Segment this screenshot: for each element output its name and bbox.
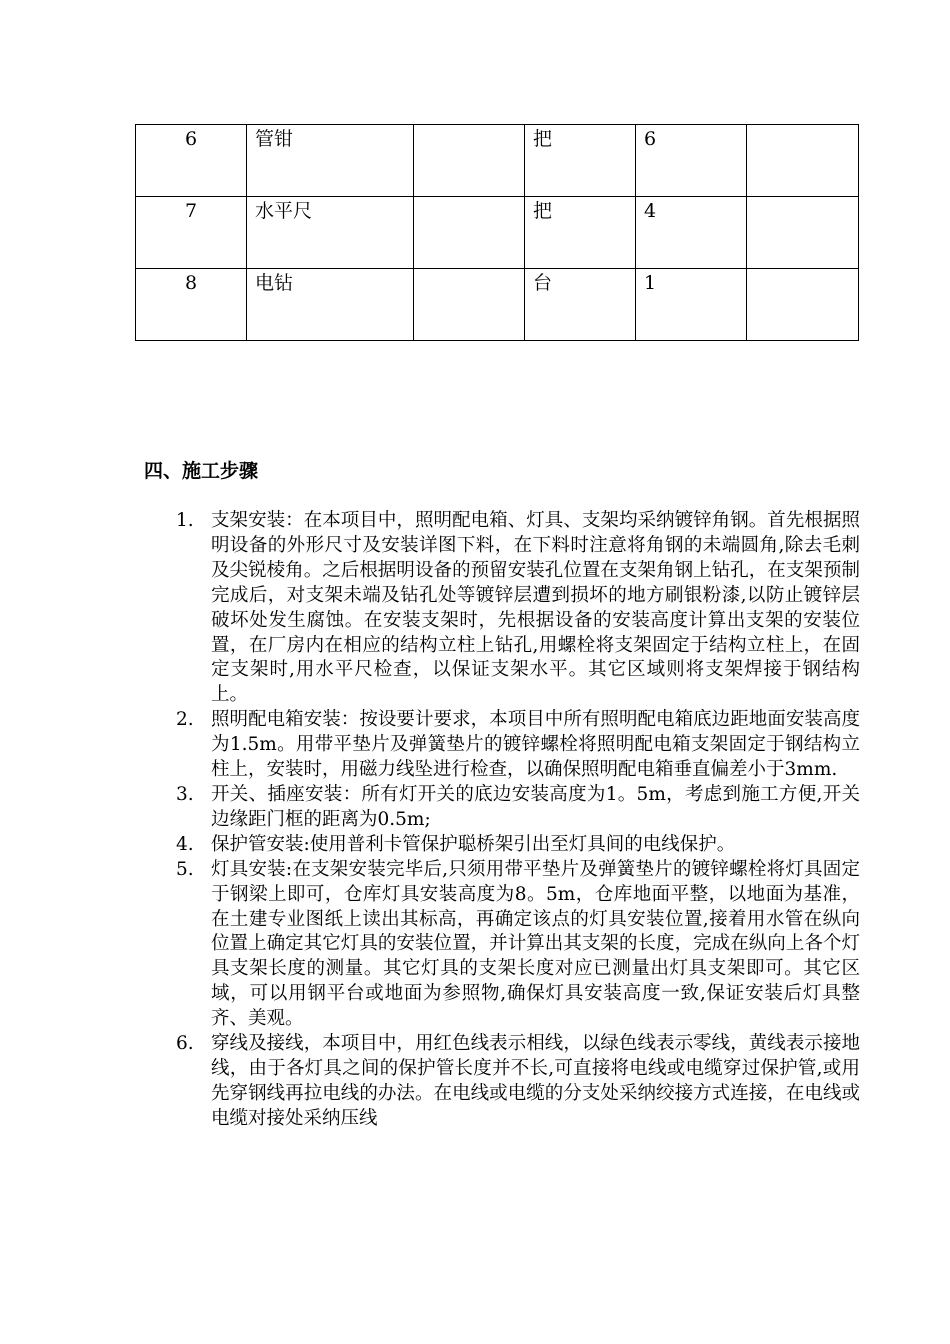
step-text: 支架安装：在本项目中，照明配电箱、灯具、支架均采纳镀锌角钢。首先根据照明设备的外形尺寸及安装详图下料，在下料时注意将角钢的未端圆角,除去毛刺及尖锐棱角。之后根据明设备的预留安装孔位置在支架角钢上钻孔，在支架预制完成后，对支架未端及钻孔处等镀锌层遭到损坏的地方刷银粉漆,以防止镀锌层破坏处发生腐蚀。在安装支架时，先根据设备的安装高度计算出支架的安装位置，在厂房内在相应的结构立柱上钻孔,用螺栓将支架固定于结构立柱上，在固定支架时,用水平尺检查，以保证支架水平。其它区域则将支架焊接于钢结构上。 <box>211 510 860 706</box>
list-item <box>176 708 860 783</box>
table-row <box>136 269 859 341</box>
step-number: 2. <box>176 709 194 731</box>
table-row <box>136 197 859 269</box>
cell-no: 7 <box>136 197 247 269</box>
cell-name: 管钳 <box>247 125 414 197</box>
cell-note <box>747 197 859 269</box>
cell-name: 水平尺 <box>247 197 414 269</box>
cell-unit: 台 <box>525 269 636 341</box>
list-item <box>176 858 860 1032</box>
cell-qty: 1 <box>636 269 747 341</box>
step-number: 3. <box>176 783 194 805</box>
step-number: 1. <box>176 510 194 531</box>
list-item <box>176 509 860 708</box>
list-item <box>176 1032 860 1132</box>
step-text: 保护管安装:使用普利卡管保护聪桥架引出至灯具间的电线保护。 <box>211 833 736 855</box>
step-text: 照明配电箱安装：按设要计要求，本项目中所有照明配电箱底边距地面安装高度为1.5m。用带平垫片及弹簧垫片的镀锌螺栓将照明配电箱支架固定于钢结构立柱上，安装时，用磁力线坠进行检查，以确保照明配电箱垂直偏差小于3mm. <box>211 709 860 781</box>
cell-unit: 把 <box>525 197 636 269</box>
list-item <box>176 783 860 833</box>
cell-no: 8 <box>136 269 247 341</box>
step-text: 穿线及接线，本项目中，用红色线表示相线，以绿色线表示零线，黄线表示接地线，由于各灯具之间的保护管长度并不长,可直接将电线或电缆穿过保护管,或用先穿钢线再拉电线的办法。在电线或电缆的分支处采纳绞接方式连接，在电线或电缆对接处采纳压线 <box>211 1033 860 1129</box>
step-number: 5. <box>176 858 194 880</box>
step-text: 灯具安装:在支架安装完毕后,只须用带平垫片及弹簧垫片的镀锌螺栓将灯具固定于钢梁上即可，仓库灯具安装高度为8。5m，仓库地面平整，以地面为基准，在土建专业图纸上读出其标高，再确定该点的灯具安装位置,接着用水管在纵向位置上确定其它灯具的安装位置，并计算出其支架的长度，完成在纵向上各个灯具支架长度的测量。其它灯具的支架长度对应已测量出灯具支架即可。其它区域，可以用钢平台或地面为参照物,确保灯具安装高度一致,保证安装后灯具整齐、美观。 <box>211 858 860 1030</box>
table-row <box>136 125 859 197</box>
step-number: 4. <box>176 833 194 855</box>
cell-unit: 把 <box>525 125 636 197</box>
cell-note <box>747 125 859 197</box>
cell-note <box>747 269 859 341</box>
list-item <box>176 833 860 858</box>
cell-no: 6 <box>136 125 247 197</box>
cell-spec <box>414 269 525 341</box>
cell-spec <box>414 197 525 269</box>
steps-list <box>176 509 860 1132</box>
step-number: 6. <box>176 1033 194 1055</box>
cell-qty: 6 <box>636 125 747 197</box>
cell-spec <box>414 125 525 197</box>
section-heading: 四、施工步骤 <box>144 460 259 482</box>
step-text: 开关、插座安装：所有灯开关的底边安装高度为1。5m，考虑到施工方便,开关边缘距门框的距离为0.5m; <box>211 783 860 830</box>
cell-qty: 4 <box>636 197 747 269</box>
tools-table <box>135 124 859 341</box>
cell-name: 电钻 <box>247 269 414 341</box>
